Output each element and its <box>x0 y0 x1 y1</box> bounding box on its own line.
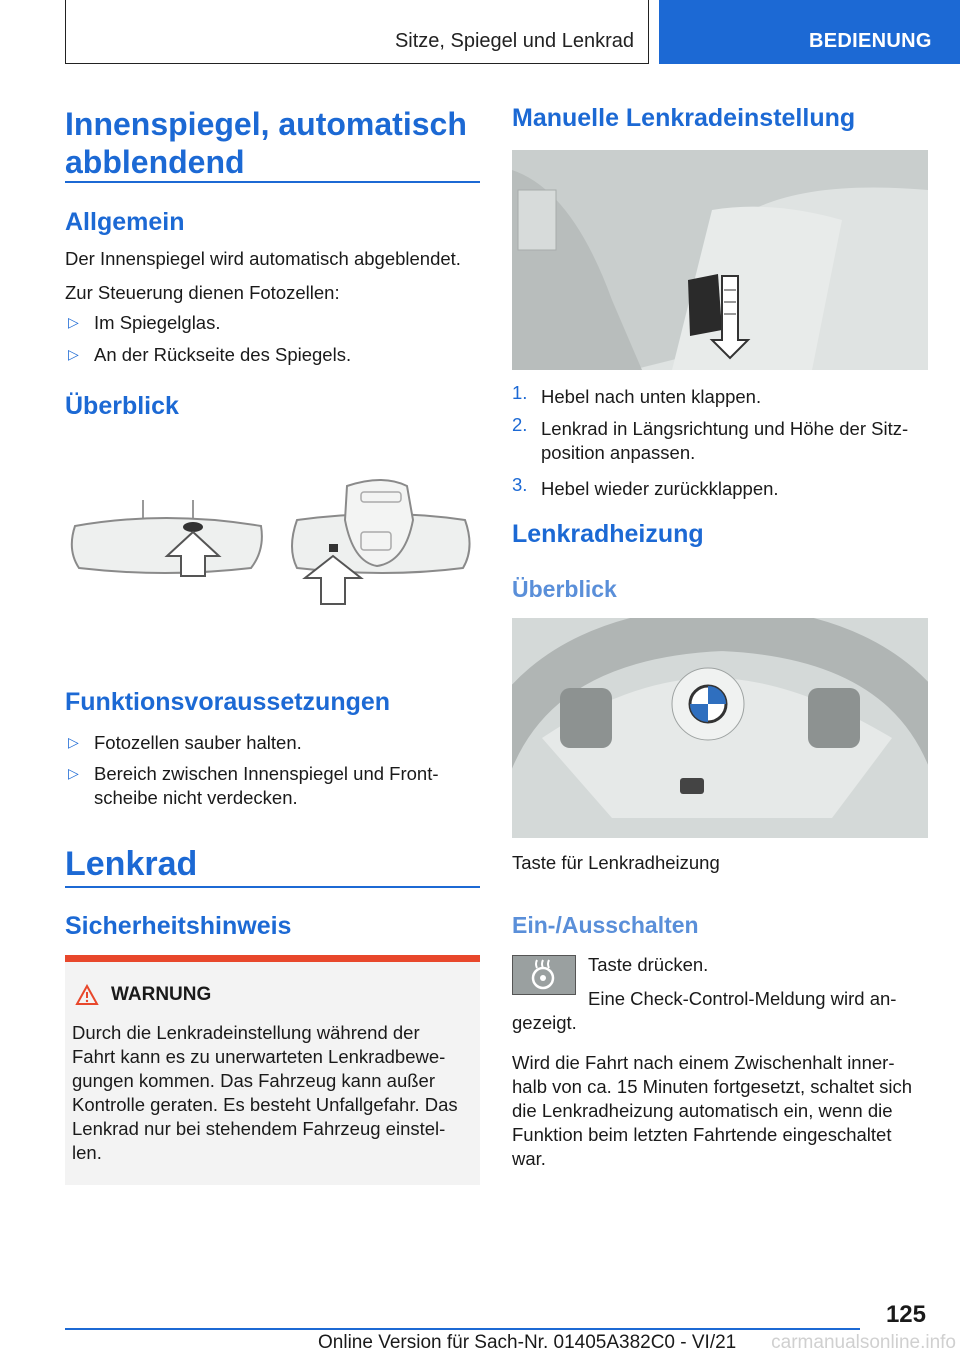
para-line: die Lenkradheizung automatisch ein, wenn die <box>512 1100 893 1121</box>
page-title-line2: abblendend <box>65 144 245 180</box>
heading-funktionsvoraussetzungen: Funktionsvoraussetzungen <box>65 688 391 716</box>
header-chapter-tab[interactable] <box>659 0 960 64</box>
warning-line: Durch die Lenkradeinstellung während der <box>72 1022 420 1043</box>
warning-title: WARNUNG <box>111 984 212 1005</box>
heading-allgemein: Allgemein <box>65 208 185 236</box>
heading-lenkradheizung: Lenkradheizung <box>512 520 704 548</box>
ein-text-3: gezeigt. <box>512 1012 577 1033</box>
step-text: Lenkrad in Längsrichtung und Höhe der Sitz- <box>541 418 909 439</box>
heading-manuelle-lenkradeinstellung: Manuelle Lenkradeinstellung <box>512 104 856 132</box>
heading-ueberblick: Überblick <box>65 392 179 420</box>
bullet-icon: ▷ <box>68 346 79 362</box>
para-line: halb von ca. 15 Minuten fortgesetzt, schaltet sich <box>512 1076 913 1097</box>
step-text-continued: position anpassen. <box>541 442 696 463</box>
bullet-icon: ▷ <box>68 765 79 781</box>
bullet-icon: ▷ <box>68 314 79 330</box>
heated-steering-wheel-icon <box>513 956 574 993</box>
warning-box <box>65 955 480 1185</box>
list-item: Bereich zwischen Innenspiegel und Front- <box>94 763 439 784</box>
warning-line: Fahrt kann es zu unerwarteten Lenkradbewe- <box>72 1046 446 1067</box>
list-item: Fotozellen sauber halten. <box>94 732 302 753</box>
allgemein-text-1: Der Innenspiegel wird automatisch abgeblendet. <box>65 248 461 269</box>
steering-wheel-figure <box>512 618 928 838</box>
ein-text-1: Taste drücken. <box>588 954 709 975</box>
footer-online-text: Online Version für Sach-Nr. 01405A382C0 - VI/21 <box>318 1332 737 1353</box>
list-item: Im Spiegelglas. <box>94 312 221 333</box>
steering-column-figure <box>512 150 928 370</box>
step-number: 1. <box>512 382 528 403</box>
warning-line: Lenkrad nur bei stehendem Fahrzeug einstel- <box>72 1118 446 1139</box>
header-section-box <box>65 0 649 64</box>
step-text: Hebel wieder zurückklappen. <box>541 478 779 499</box>
list-item: An der Rückseite des Spiegels. <box>94 344 352 365</box>
para-line: war. <box>512 1148 546 1169</box>
heading-ein-ausschalten: Ein-/Ausschalten <box>512 912 699 938</box>
page-title-line1: Innenspiegel, automatisch <box>65 106 467 142</box>
para-line: Funktion beim letzten Fahrtende eingeschaltet <box>512 1124 892 1145</box>
lenkrad-rule <box>65 886 480 888</box>
mirror-illustration <box>65 470 480 610</box>
footer-watermark: carmanualsonline.info <box>771 1332 956 1353</box>
heading-sicherheitshinweis: Sicherheitshinweis <box>65 912 292 940</box>
heading-lenkrad: Lenkrad <box>65 845 198 883</box>
ein-text-2: Eine Check-Control-Meldung wird an- <box>588 988 897 1009</box>
title-rule <box>65 181 480 183</box>
list-item-continued: scheibe nicht verdecken. <box>94 787 298 808</box>
header-section-title: Sitze, Spiegel und Lenkrad <box>394 30 634 52</box>
page-number: 125 <box>885 1301 926 1328</box>
step-number: 2. <box>512 414 528 435</box>
bullet-icon: ▷ <box>68 734 79 750</box>
warning-triangle-icon <box>75 984 99 1006</box>
warning-line: gungen kommen. Das Fahrzeug kann außer <box>72 1070 436 1091</box>
para-line: Wird die Fahrt nach einem Zwischenhalt inner- <box>512 1052 895 1073</box>
warning-line: Kontrolle geraten. Es besteht Unfallgefahr. Das <box>72 1094 458 1115</box>
step-text: Hebel nach unten klappen. <box>541 386 762 407</box>
warning-line: len. <box>72 1142 102 1163</box>
step-number: 3. <box>512 474 528 495</box>
header-chapter-label: BEDIENUNG <box>809 30 932 52</box>
figure-caption: Taste für Lenkradheizung <box>512 852 720 873</box>
heading-ueberblick-heizung: Überblick <box>512 576 617 602</box>
footer-rule <box>65 1328 860 1330</box>
allgemein-text-2: Zur Steuerung dienen Fotozellen: <box>65 282 340 303</box>
heated-steering-button[interactable] <box>512 955 576 995</box>
